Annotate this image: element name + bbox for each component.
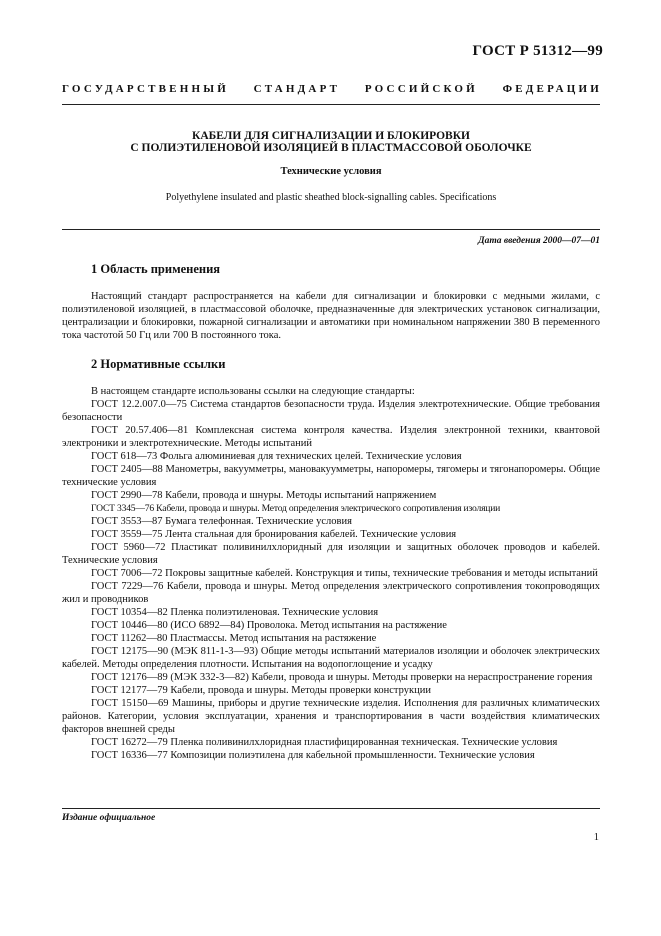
footer-rule: [62, 808, 600, 809]
reference-item: ГОСТ 15150—69 Машины, приборы и другие технические изделия. Исполнения для различных климатических районов. Категории, условия эксплуатации, хранения и транспортирования в части воздействия климатических факторов внешней среды: [62, 698, 600, 735]
state-standard-heading: ГОСУДАРСТВЕННЫЙ СТАНДАРТ РОССИЙСКОЙ ФЕДЕРАЦИИ: [62, 83, 602, 95]
section-1-text: [62, 290, 600, 342]
reference-item: ГОСТ 10354—82 Пленка полиэтиленовая. Технические условия: [91, 607, 379, 618]
section-1-paragraph: Настоящий стандарт распространяется на кабели для сигнализации и блокировки с медными жилами, с полиэтиленовой изоляцией, в пластмассовой оболочке, предназначенные для электрических установок сигнализации, централизации и блокировки, пожарной сигнализации и автоматики при номинальном напряжении 380 В переменного тока частотой 50 Гц или 700 В постоянного тока.: [62, 291, 600, 341]
reference-item: ГОСТ 5960—72 Пластикат поливинилхлоридный для изоляции и защитных оболочек проводов и кабелей. Технические условия: [62, 542, 600, 566]
gost-code: ГОСТ Р 51312—99: [472, 43, 603, 59]
document-title: [62, 130, 600, 154]
reference-item: ГОСТ 2990—78 Кабели, провода и шнуры. Методы испытаний напряжением: [91, 490, 437, 501]
reference-item: ГОСТ 12175—90 (МЭК 811-1-3—93) Общие методы испытаний материалов изоляции и оболочек электрических кабелей. Методы определения плотности. Испытания на водопоглощение и усадку: [62, 646, 600, 670]
reference-item: ГОСТ 16336—77 Композиции полиэтилена для кабельной промышленности. Технические условия: [91, 750, 535, 761]
official-edition-label: Издание официальное: [62, 813, 156, 823]
references-list: [62, 385, 600, 762]
reference-item: ГОСТ 618—73 Фольга алюминиевая для технических целей. Технические условия: [91, 451, 462, 462]
section-2-heading: 2 Нормативные ссылки: [91, 357, 226, 371]
reference-item: ГОСТ 7229—76 Кабели, провода и шнуры. Метод определения электрического сопротивления токопроводящих жил и проводников: [62, 581, 600, 605]
reference-item: ГОСТ 12177—79 Кабели, провода и шнуры. Методы проверки конструкции: [91, 685, 431, 696]
reference-item: ГОСТ 16272—79 Пленка поливинилхлоридная пластифицированная техническая. Технические условия: [91, 737, 558, 748]
middle-rule: [62, 229, 600, 230]
english-title: Polyethylene insulated and plastic sheathed block-signalling cables. Specifications: [165, 192, 497, 203]
section-1-heading: 1 Область применения: [91, 262, 221, 276]
top-rule: [62, 104, 600, 105]
reference-item: ГОСТ 10446—80 (ИСО 6892—84) Проволока. Метод испытания на растяжение: [91, 620, 447, 631]
reference-item: ГОСТ 3553—87 Бумага телефонная. Технические условия: [91, 516, 352, 527]
reference-item: ГОСТ 12.2.007.0—75 Система стандартов безопасности труда. Изделия электротехнические. Общие требования безопасности: [62, 399, 600, 423]
reference-item: ГОСТ 3345—76 Кабели, провода и шнуры. Метод определения электрического сопротивления изоляции: [91, 503, 501, 514]
references-intro: В настоящем стандарте использованы ссылки на следующие стандарты:: [91, 386, 415, 397]
page-number: 1: [593, 832, 599, 843]
reference-item: ГОСТ 20.57.406—81 Комплексная система контроля качества. Изделия электронной техники, квантовой электроники и электротехнические. Методы испытаний: [62, 425, 600, 449]
reference-item: ГОСТ 3559—75 Лента стальная для бронирования кабелей. Технические условия: [91, 529, 457, 540]
title-line-2: С ПОЛИЭТИЛЕНОВОЙ ИЗОЛЯЦИЕЙ В ПЛАСТМАССОВОЙ ОБОЛОЧКЕ: [130, 142, 532, 154]
introduction-date: Дата введения 2000—07—01: [478, 236, 600, 246]
reference-item: ГОСТ 2405—88 Манометры, вакуумметры, мановакуумметры, напоромеры, тягомеры и тягонапоромеры. Общие технические условия: [62, 464, 600, 488]
title-line-1: КАБЕЛИ ДЛЯ СИГНАЛИЗАЦИИ И БЛОКИРОВКИ: [191, 130, 471, 142]
reference-item: ГОСТ 11262—80 Пластмассы. Метод испытания на растяжение: [91, 633, 377, 644]
reference-item: ГОСТ 7006—72 Покровы защитные кабелей. Конструкция и типы, технические требования и методы испытаний: [91, 568, 598, 579]
reference-item: ГОСТ 12176—89 (МЭК 332-3—82) Кабели, провода и шнуры. Методы проверки на нераспространение горения: [91, 672, 593, 683]
document-subtitle: Технические условия: [280, 166, 382, 177]
